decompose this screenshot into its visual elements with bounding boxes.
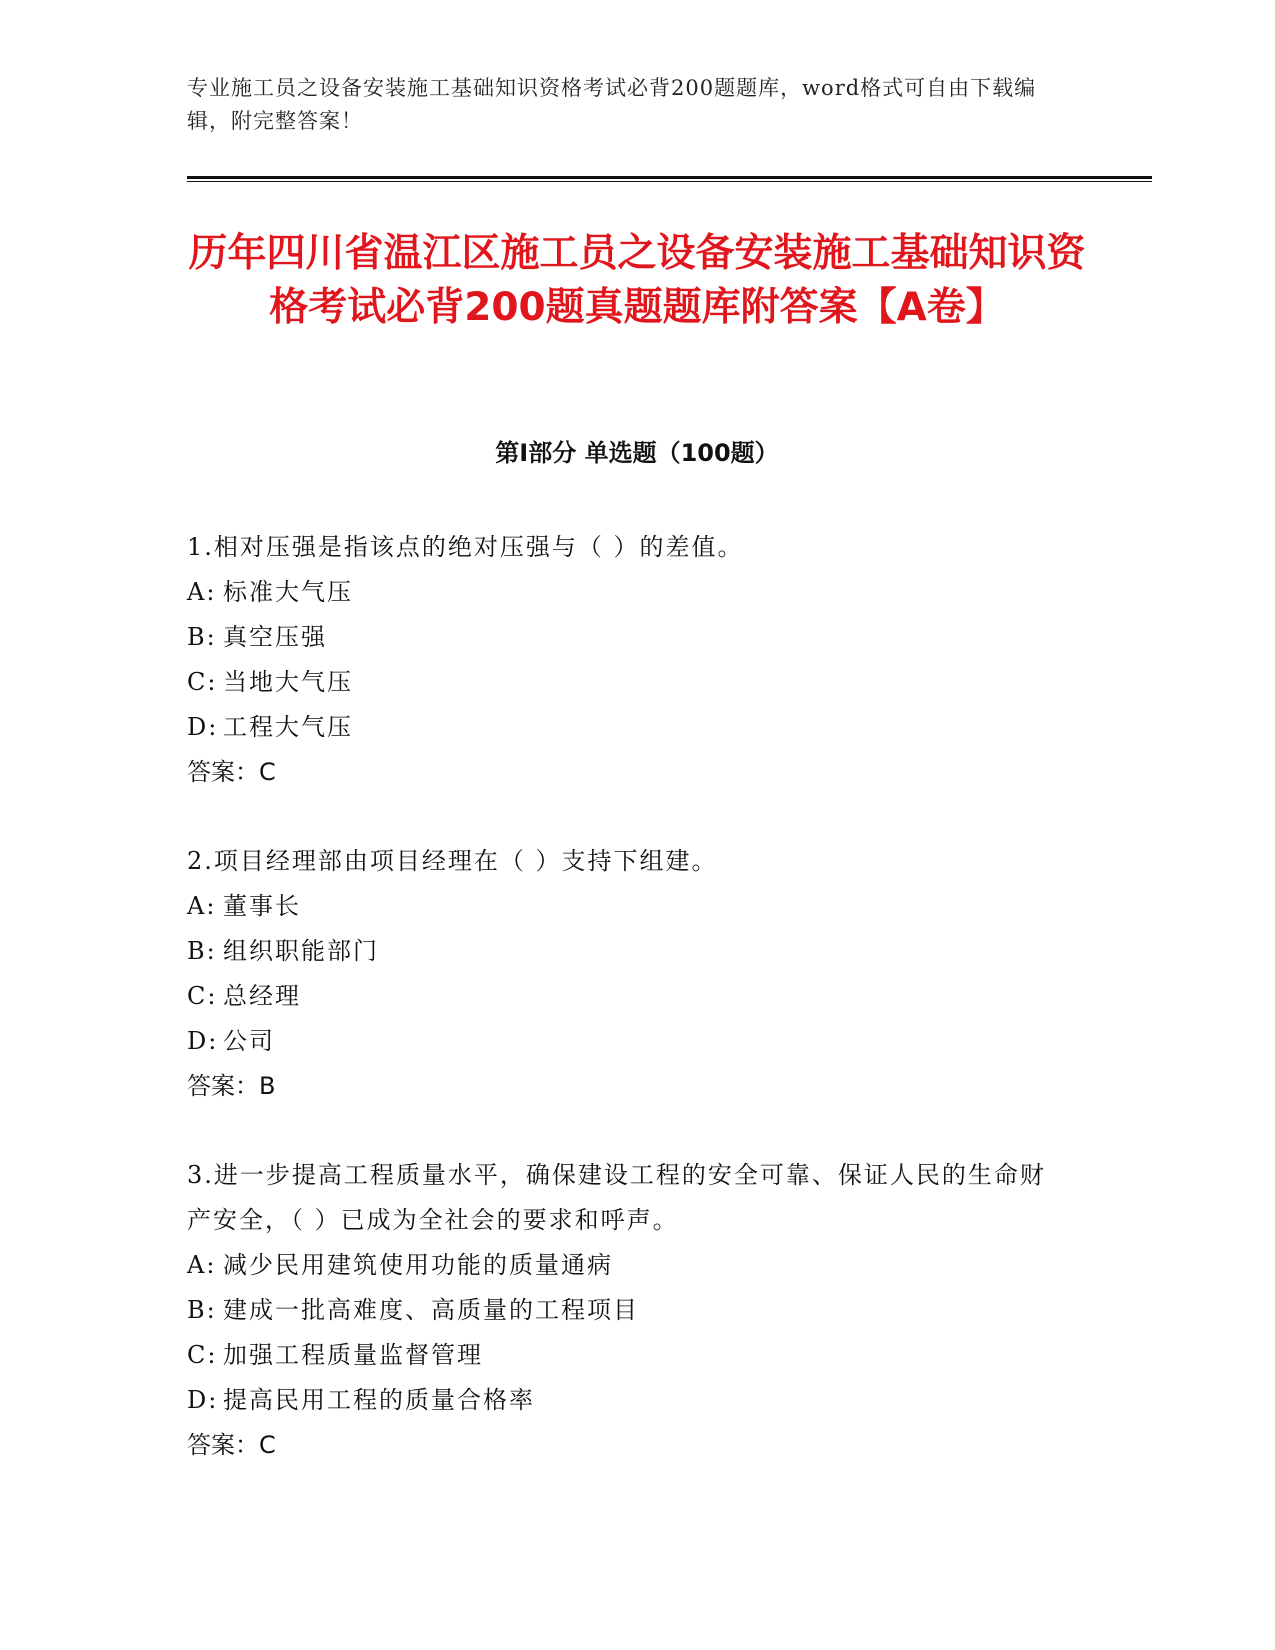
question-stem: 2.项目经理部由项目经理在（ ）支持下组建。: [187, 847, 718, 875]
question-option: [187, 884, 1067, 929]
option-text: 组织职能部门: [223, 937, 379, 965]
question-stem: 3.进一步提高工程质量水平，确保建设工程的安全可靠、保证人民的生命财产安全，（ ）已成为全社会的要求和呼声。: [187, 1161, 1046, 1234]
question-option: [187, 1243, 1067, 1288]
option-letter: B:: [187, 937, 217, 965]
option-letter: C:: [187, 982, 218, 1010]
option-text: 减少民用建筑使用功能的质量通病: [223, 1251, 613, 1279]
question-option: [187, 1378, 1067, 1423]
option-text: 加强工程质量监督管理: [223, 1341, 483, 1369]
section-heading: 第Ⅰ部分 单选题（100题）: [495, 439, 779, 467]
option-text: 总经理: [223, 982, 301, 1010]
question-answer: 答案：C: [187, 1431, 276, 1459]
question-option: [187, 615, 1067, 660]
question-item: [187, 1153, 1067, 1468]
option-text: 公司: [223, 1027, 275, 1055]
document-title: 历年四川省温江区施工员之设备安装施工基础知识资格考试必背200题真题题库附答案【A卷】: [188, 231, 1086, 330]
question-option: [187, 570, 1067, 615]
question-option: [187, 1288, 1067, 1333]
question-item: [187, 839, 1067, 1109]
question-option: [187, 1019, 1067, 1064]
question-answer: 答案：C: [187, 758, 276, 786]
question-option: [187, 974, 1067, 1019]
question-stem: 1.相对压强是指该点的绝对压强与（ ）的差值。: [187, 533, 744, 561]
question-option: [187, 660, 1067, 705]
question-option: [187, 1333, 1067, 1378]
header-rule-thick: [187, 176, 1152, 179]
option-text: 标准大气压: [223, 578, 353, 606]
question-option: [187, 929, 1067, 974]
option-text: 工程大气压: [223, 713, 353, 741]
header-rule-thin: [187, 181, 1152, 182]
option-text: 真空压强: [223, 623, 327, 651]
question-option: [187, 705, 1067, 750]
option-letter: B:: [187, 623, 217, 651]
option-text: 当地大气压: [223, 668, 353, 696]
question-answer: 答案：B: [187, 1072, 276, 1100]
option-letter: C:: [187, 1341, 218, 1369]
option-letter: B:: [187, 1296, 217, 1324]
option-letter: D:: [187, 1386, 219, 1414]
header-note: 专业施工员之设备安装施工基础知识资格考试必背200题题库，word格式可自由下载编辑，附完整答案！: [187, 76, 1037, 133]
option-text: 建成一批高难度、高质量的工程项目: [223, 1296, 639, 1324]
option-letter: A:: [187, 578, 217, 606]
option-letter: D:: [187, 713, 219, 741]
question-list: [187, 525, 1067, 1512]
option-letter: D:: [187, 1027, 219, 1055]
option-text: 提高民用工程的质量合格率: [223, 1386, 535, 1414]
question-item: [187, 525, 1067, 795]
option-text: 董事长: [223, 892, 301, 920]
option-letter: A:: [187, 892, 217, 920]
option-letter: A:: [187, 1251, 217, 1279]
option-letter: C:: [187, 668, 218, 696]
